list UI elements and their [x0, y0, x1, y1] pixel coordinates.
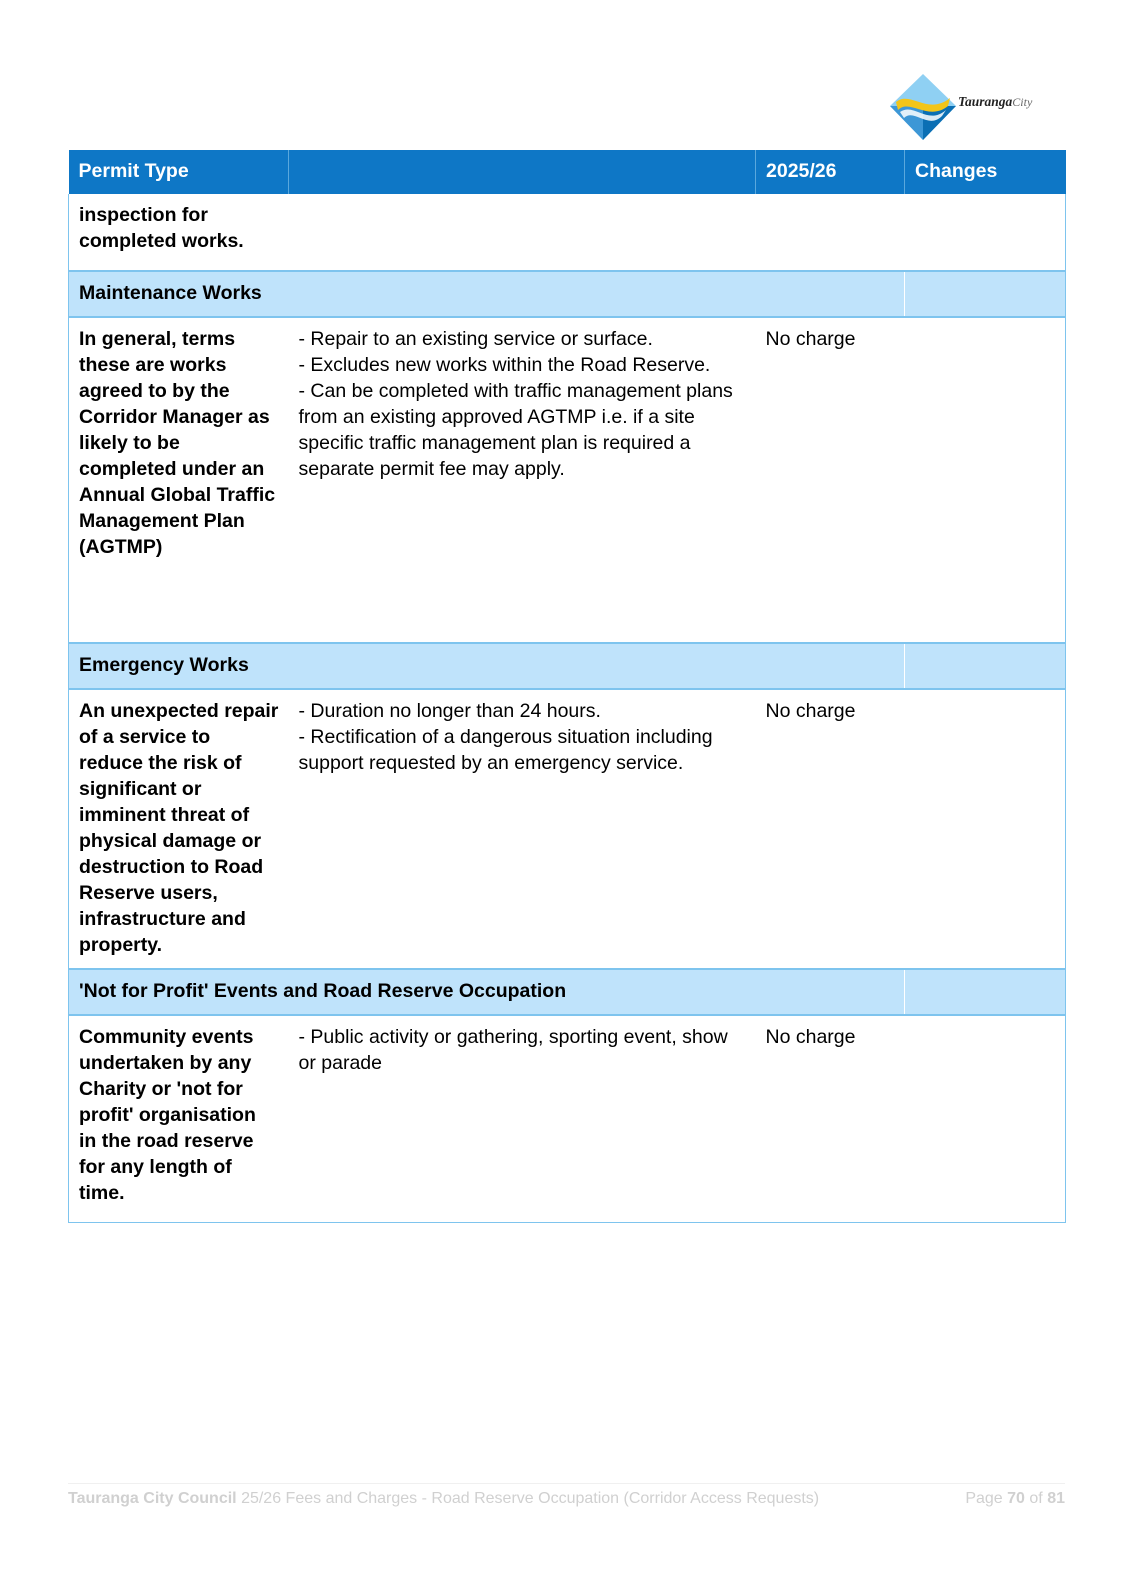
table-row	[69, 317, 1066, 643]
page-of-label: of	[1029, 1490, 1043, 1507]
changes-cell	[905, 1015, 1066, 1223]
logo-name: Tauranga	[958, 94, 1013, 109]
fees-table	[68, 150, 1066, 1223]
details-cell	[289, 1015, 756, 1223]
footer-org: Tauranga City Council	[68, 1490, 237, 1507]
header-permit-type: Permit Type	[69, 150, 289, 194]
permit-cell: An unexpected repair of a service to reduce the risk of significant or imminent threat of physical damage or destruction to Road Reserve users, infrastructure and property.	[69, 689, 289, 969]
header-year: 2025/26	[756, 150, 905, 194]
changes-cell	[905, 689, 1066, 969]
fee-cell: No charge	[756, 317, 905, 643]
header-changes: Changes	[905, 150, 1066, 194]
section-title: Maintenance Works	[69, 271, 905, 317]
section-title: Emergency Works	[69, 643, 905, 689]
table-header-row	[69, 150, 1066, 194]
permit-cell: In general, terms these are works agreed to by the Corridor Manager as likely to be completed under an Annual Global Traffic Management Plan (AGTMP)	[69, 317, 289, 643]
table-row	[69, 689, 1066, 969]
page-current: 70	[1007, 1490, 1025, 1507]
section-changes-cell	[905, 969, 1066, 1015]
page-total: 81	[1047, 1490, 1065, 1507]
footer-title	[68, 1490, 819, 1508]
section-row-maintenance	[69, 271, 1066, 317]
changes-cell	[905, 317, 1066, 643]
logo-wordmark	[958, 94, 1032, 110]
logo-mark-icon	[888, 72, 958, 144]
page-label: Page	[965, 1490, 1003, 1507]
detail-line: - Duration no longer than 24 hours.	[298, 700, 601, 722]
changes-cell	[905, 194, 1066, 271]
logo-suffix: City	[1012, 95, 1033, 109]
details-cell	[289, 317, 756, 643]
section-changes-cell	[905, 271, 1066, 317]
section-row-not-for-profit	[69, 969, 1066, 1015]
fee-cell: No charge	[756, 1015, 905, 1223]
section-title: 'Not for Profit' Events and Road Reserve Occupation	[69, 969, 905, 1015]
page-number	[965, 1490, 1065, 1508]
table-row	[69, 1015, 1066, 1223]
detail-line: - Rectification of a dangerous situation including support requested by an emergency service.	[298, 726, 713, 774]
section-changes-cell	[905, 643, 1066, 689]
section-row-emergency	[69, 643, 1066, 689]
permit-cell: inspection for completed works.	[69, 194, 289, 271]
page-footer	[68, 1483, 1065, 1507]
fee-cell	[756, 194, 905, 271]
details-cell	[289, 194, 756, 271]
detail-line: - Public activity or gathering, sporting event, show or parade	[298, 1026, 728, 1074]
footer-doc: 25/26 Fees and Charges - Road Reserve Occupation (Corridor Access Requests)	[241, 1490, 820, 1507]
detail-line: - Can be completed with traffic management plans from an existing approved AGTMP i.e. if a site specific traffic management plan is required a separate permit fee may apply.	[298, 380, 733, 480]
tauranga-city-logo	[888, 72, 1058, 144]
table-row-continued	[69, 194, 1066, 271]
header-description	[289, 150, 756, 194]
permit-cell: Community events undertaken by any Charity or 'not for profit' organisation in the road reserve for any length of time.	[69, 1015, 289, 1223]
detail-line: - Excludes new works within the Road Reserve.	[298, 354, 711, 376]
fee-cell: No charge	[756, 689, 905, 969]
details-cell	[289, 689, 756, 969]
detail-line: - Repair to an existing service or surface.	[298, 328, 653, 350]
